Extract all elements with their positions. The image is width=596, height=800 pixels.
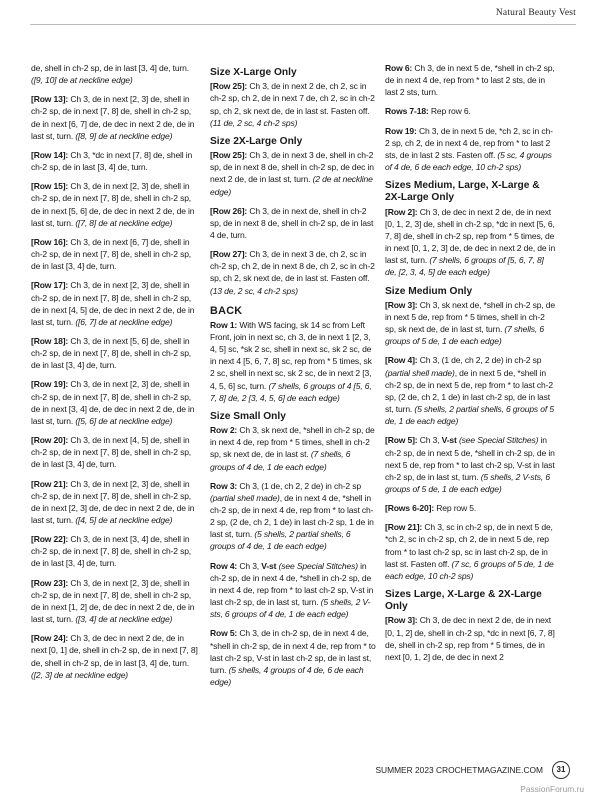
stitch-count: (partial shell made)	[385, 367, 455, 378]
size-heading: Sizes Medium, Large, X-Large & 2X-Large Only	[385, 180, 540, 204]
instruction-text: , de in next 4 de, *shell in ch-2 sp, de in next 4 de, rep from * to last ch-2 sp, (2 de, ch 2, 1 de) in last ch-2 sp, 1 de in last st, turn.	[210, 492, 374, 540]
instruction-text: Rep row 6.	[428, 106, 471, 117]
row-label: Rows 7-18:	[385, 106, 429, 117]
size-heading: Size 2X-Large Only	[210, 135, 303, 147]
instruction-text: de, shell in ch-2 sp, de in last [3, 4] de, turn.	[31, 63, 189, 73]
instruction-text: Ch 3, de in next [2, 3] de, shell in ch-2 sp, de in next [7, 8] de, shell in ch-2 sp, de in next [4, 5] de, de dec in next 2 de, de in last st, turn.	[31, 280, 195, 327]
instruction-text: Ch 3, de in next [5, 6] de, shell in ch-2 sp, de in next [7, 8] de, shell in ch-2 sp, de in last [3, 4] de, turn.	[31, 335, 192, 371]
size-heading: Size X-Large Only	[210, 67, 297, 78]
instruction-paragraph	[385, 354, 557, 427]
instruction-paragraph	[385, 502, 557, 514]
row-label: Row 3:	[210, 480, 238, 491]
stitch-count: (5 shells, 2 V-sts, 6 groups of 5 de, 1 de each edge)	[385, 471, 550, 494]
instruction-text: Ch 3, de in next [2, 3] de, shell in ch-2 sp, de in next [7, 8] de, shell in ch-2 sp, de in next [1, 2] de, de dec in next 2 de, de in last st, turn.	[31, 577, 195, 625]
instruction-paragraph	[210, 205, 377, 241]
instruction-paragraph	[210, 424, 377, 473]
instruction-paragraph	[210, 480, 377, 553]
row-label: [Row 21]:	[31, 478, 69, 489]
stitch-count: ([4, 5] de at neckline edge)	[75, 515, 173, 525]
stitch-count: (7 shells, 6 groups of 4 de, 1 de each edge)	[210, 449, 351, 472]
row-label: [Row 3]:	[385, 299, 418, 310]
row-label: V-st	[261, 560, 277, 571]
row-label: V-st	[441, 435, 457, 446]
instruction-text: With WS facing, sk 14 sc from Left Front, join in next sc, ch 3, de in next 1 [2, 3, 4, 5] sc, *sk 2 sc, shell in next sc, sk 2 sc, de in next 4 [5, 6, 7, 8] sc, rep from * 5 times, sk 2 sc, shell in next sc, sk 2 sc, de in next 2 [3, 4, 5, 6] sc, turn.	[210, 319, 372, 391]
stitch-count: (7 shells, 6 groups of [5, 6, 7, 8] de, [2, 3, 4, 5] de each edge)	[385, 255, 544, 278]
instruction-paragraph	[385, 434, 557, 495]
row-label: [Row 13]:	[31, 94, 69, 105]
stitch-count: ([6, 7] de at neckline edge)	[75, 316, 173, 327]
instruction-text: Ch 3, de in next 3 de, ch 2, sc in ch-2 sp, ch 2, de in next 8 de, ch 2, sc in ch-2 sp, ch 2, sk next de, de in last st. Fasten off.	[210, 249, 375, 284]
stitch-count: ([3, 4] de at neckline edge)	[75, 614, 173, 625]
instruction-text: Ch 3, de dec in next 2 de, de in next [0, 1] de, shell in ch-2 sp, de in next [7, 8] de, shell in ch-2 sp, de in last [3, 4] de, turn.	[31, 633, 198, 668]
instruction-text: Ch 3, sk next de, *shell in ch-2 sp, de in next 5 de, rep from * 5 times, shell in ch-2 sp, sk next de, de in last st, turn.	[385, 299, 555, 335]
instruction-paragraph	[31, 279, 201, 328]
instruction-text: , de in next 5 de, *shell in ch-2 sp, de in next 5 de, rep from * to last ch-2 sp, (2 de, ch 2, 1 de) in last ch-2 sp, de in last st, turn.	[385, 367, 553, 415]
instruction-paragraph	[31, 434, 201, 470]
instruction-paragraph	[31, 533, 201, 569]
stitch-count: ([9, 10] de at neckline edge)	[31, 75, 133, 86]
stitch-count: (see Special Stitches)	[276, 560, 358, 571]
row-label: Row 4:	[210, 560, 238, 571]
stitch-count: (5 shells, 4 groups of 4 de, 6 de each edge)	[210, 664, 364, 688]
instruction-text: Ch 3, de in next [2, 3] de, shell in ch-2 sp, de in next [7, 8] de, shell in ch-2 sp, de in next [2, 3] de, de dec in next 2 de, de in last st, turn.	[31, 478, 195, 525]
row-label: Row 6:	[385, 63, 413, 73]
instruction-text: Ch 3, de in next 3 de, shell in ch-2 sp, de in next 8 de, shell in ch-2 sp, de dec in next 2 de, de in last st, turn.	[210, 150, 374, 185]
instruction-text: in ch-2 sp, de in next 4 de, *shell in ch-2 sp, de in next 4 de, rep from * to last ch-2 sp, V-st in last ch-2 sp, de in last st, turn.	[210, 560, 374, 608]
instruction-paragraph	[385, 105, 557, 117]
instruction-paragraph	[31, 577, 201, 626]
instruction-paragraph	[385, 125, 557, 174]
row-label: [Row 15]:	[31, 181, 69, 192]
instruction-paragraph	[210, 80, 377, 129]
instruction-paragraph	[31, 149, 201, 173]
stitch-count: (13 de, 2 sc, 4 ch-2 sps)	[210, 285, 298, 296]
row-label: [Row 18]:	[31, 335, 69, 346]
row-label: [Row 22]:	[31, 534, 69, 545]
footer-issue: SUMMER 2023 CROCHETMAGAZINE.COM	[375, 765, 543, 775]
instruction-text: Ch 3, (1 de, ch 2, 2 de) in ch-2 sp	[237, 480, 361, 491]
instruction-text: Ch 3, de in next de, shell in ch-2 sp, de in next 8 de, shell in ch-2 sp, de in last 4 de, turn.	[210, 205, 374, 240]
stitch-count: (partial shell made)	[210, 492, 280, 503]
header-rule	[30, 24, 576, 25]
instruction-paragraph	[31, 478, 201, 527]
row-label: [Row 25]:	[210, 150, 248, 161]
instruction-text: Ch 3, de in next [2, 3] de, shell in ch-2 sp, de in next [7, 8] de, shell in ch-2 sp, de in next [6, 7] de, de dec in next 2 de, de in last st, turn.	[31, 94, 195, 141]
instruction-text: Ch 3,	[237, 560, 262, 571]
row-label: [Row 3]:	[385, 615, 418, 626]
instruction-text: Ch 3, de in next 5 de, *shell in ch-2 sp, de in next 4 de, rep from * to last 2 sts, de in last 2 sts, turn.	[385, 63, 555, 98]
instruction-paragraph	[210, 319, 377, 404]
row-label: [Row 17]:	[31, 280, 69, 291]
instruction-paragraph	[31, 632, 201, 681]
row-label: Row 1:	[210, 319, 238, 330]
stitch-count: (5 sc, 4 groups of 4 de, 6 de each edge, 10 ch-2 sps)	[385, 149, 552, 173]
stitch-count: (5 shells, 2 partial shells, 6 groups of 4 de, 1 de each edge)	[210, 529, 351, 552]
column-1	[31, 62, 201, 688]
instruction-text: Ch 3, de in next [6, 7] de, shell in ch-2 sp, de in next [7, 8] de, shell in ch-2 sp, de in last [3, 4] de, turn.	[31, 236, 192, 272]
section-heading: BACK	[210, 304, 243, 317]
row-label: [Row 24]:	[31, 633, 69, 644]
size-heading: Sizes Large, X-Large & 2X-Large Only	[385, 589, 542, 613]
instruction-paragraph	[385, 206, 557, 279]
row-label: [Row 4]:	[385, 355, 418, 366]
stitch-count: (5 shells, 2 V-sts, 6 groups of 4 de, 1 de each edge)	[210, 597, 371, 620]
row-label: [Row 2]:	[385, 206, 418, 217]
stitch-count: ([7, 8] de at neckline edge)	[75, 217, 173, 228]
instruction-paragraph	[385, 521, 557, 582]
instruction-paragraph	[31, 93, 201, 142]
row-label: [Row 25]:	[210, 81, 248, 92]
instruction-text: Ch 3, de dec in next 2 de, de in next [0, 1, 2, 3] de, shell in ch-2 sp, *dc in next [5, 6, 7, 8] de, shell in ch-2 sp, rep from * 5 times, de in next [0, 1, 2, 3] de, de dec in next 2 de, de in last st, turn.	[385, 206, 556, 266]
instruction-text: Ch 3, sk next de, *shell in ch-2 sp, de in next 4 de, rep from * 5 times, shell in ch-2 sp, sk next de, de in last st.	[210, 425, 375, 460]
column-3	[385, 62, 557, 670]
instruction-text: Ch 3, de in next [4, 5] de, shell in ch-2 sp, de in next [7, 8] de, shell in ch-2 sp, de in last [3, 4] de, turn.	[31, 435, 192, 470]
instruction-text: Ch 3, *dc in next [7, 8] de, shell in ch-2 sp, de in last [3, 4] de, turn.	[31, 149, 193, 173]
instruction-paragraph	[385, 614, 557, 663]
instruction-text: Ch 3, de in next [2, 3] de, shell in ch-2 sp, de in next [7, 8] de, shell in ch-2 sp, de in next [3, 4] de, de dec in next 2 de, de in last st, turn.	[31, 379, 195, 426]
instruction-text: Ch 3, de in next [2, 3] de, shell in ch-2 sp, de in next [7, 8] de, shell in ch-2 sp, de in next [5, 6] de, de dec in next 2 de, de in last st, turn.	[31, 181, 195, 228]
instruction-paragraph	[385, 62, 557, 98]
column-2	[210, 62, 377, 695]
stitch-count: (7 shells, 6 groups of 5 de, 1 de each edge)	[385, 324, 544, 347]
instruction-text: Ch 3, de in ch-2 sp, de in next 4 de, *shell in ch-2 sp, de in next 4 de, rep from * to last ch-2 sp, V-st in last ch-2 sp, de in last st, turn.	[210, 628, 376, 675]
stitch-count: (7 sc, 6 groups of 5 de, 1 de each edge, 10 ch-2 sps)	[385, 558, 554, 581]
instruction-text: Ch 3, de dec in next 2 de, de in next [0, 1, 2] de, shell in ch-2 sp, *dc in next [6, 7, 8] de, shell in ch-2 sp, rep from * 5 times, de in next [0, 1, 2] de, de dec in next 2	[385, 615, 555, 662]
instruction-paragraph	[31, 62, 201, 86]
stitch-count: ([8, 9] de at neckline edge)	[75, 130, 173, 141]
row-label: Row 19:	[385, 125, 417, 136]
row-label: Row 5:	[210, 628, 238, 639]
stitch-count: (11 de, 2 sc, 4 ch-2 sps)	[210, 117, 298, 128]
row-label: [Row 23]:	[31, 577, 69, 588]
instruction-paragraph	[210, 560, 377, 621]
instruction-text: Ch 3, (1 de, ch 2, 2 de) in ch-2 sp	[417, 355, 542, 366]
instruction-paragraph	[385, 299, 557, 348]
row-label: [Row 27]:	[210, 249, 248, 260]
size-heading: Size Medium Only	[385, 285, 473, 297]
stitch-count: (7 shells, 6 groups of 4 [5, 6, 7, 8] de, 2 [3, 4, 5, 6] de each edge)	[210, 380, 372, 403]
row-label: [Row 14]:	[31, 149, 69, 160]
row-label: [Row 19]:	[31, 379, 69, 390]
stitch-count: ([5, 6] de at neckline edge)	[75, 415, 173, 426]
instruction-paragraph	[31, 180, 201, 229]
row-label: Row 2:	[210, 425, 238, 436]
instruction-paragraph	[31, 378, 201, 427]
instruction-text: Rep row 5.	[434, 503, 477, 514]
size-heading: Size Small Only	[210, 410, 286, 422]
row-label: [Row 20]:	[31, 435, 69, 446]
instruction-paragraph	[210, 149, 377, 198]
instruction-paragraph	[210, 248, 377, 297]
instruction-text: Ch 3, de in next [3, 4] de, shell in ch-2 sp, de in next [7, 8] de, shell in ch-2 sp, de in last [3, 4] de, turn.	[31, 534, 192, 569]
row-label: [Row 26]:	[210, 205, 248, 216]
stitch-count: (see Special Stitches)	[456, 435, 539, 446]
instruction-text: Ch 3, de in next 5 de, *ch 2, sc in ch-2 sp, ch 2, de in next 4 de, rep from * to last 2 sts, de in last 2 sts. Fasten off.	[385, 125, 553, 160]
row-label: [Rows 6-20]:	[385, 503, 435, 514]
instruction-paragraph	[210, 627, 377, 688]
instruction-text: in ch-2 sp, de in next 5 de, *shell in ch-2 sp, de in next 5 de, rep from * to last ch-2 sp, V-st in last ch-2 sp, de in last st, turn.	[385, 435, 555, 482]
row-label: [Row 5]:	[385, 435, 418, 446]
watermark: PassionForum.ru	[520, 784, 584, 794]
page-number: 31	[552, 761, 570, 779]
stitch-count: (5 shells, 2 partial shells, 6 groups of 5 de, 1 de each edge)	[385, 404, 554, 427]
stitch-count: (2 de at neckline edge)	[210, 174, 373, 197]
row-label: [Row 16]:	[31, 236, 69, 247]
instruction-text: Ch 3, de in next 2 de, ch 2, sc in ch-2 sp, ch 2, de in next 7 de, ch 2, sc in ch-2 sp, ch 2, sk next de, de in last st. Fasten off.	[210, 81, 375, 116]
instruction-text: Ch 3, sc in ch-2 sp, de in next 5 de, *ch 2, sc in ch-2 sp, ch 2, de in next 5 de, rep from * to last ch-2 sp, sc in last ch-2 sp, de in last st. Fasten off.	[385, 522, 553, 569]
stitch-count: ([2, 3] de at neckline edge)	[31, 669, 129, 680]
instruction-paragraph	[31, 236, 201, 272]
instruction-text: Ch 3,	[417, 435, 442, 446]
instruction-paragraph	[31, 335, 201, 371]
running-header: Natural Beauty Vest	[495, 8, 576, 18]
row-label: [Row 21]:	[385, 522, 423, 533]
